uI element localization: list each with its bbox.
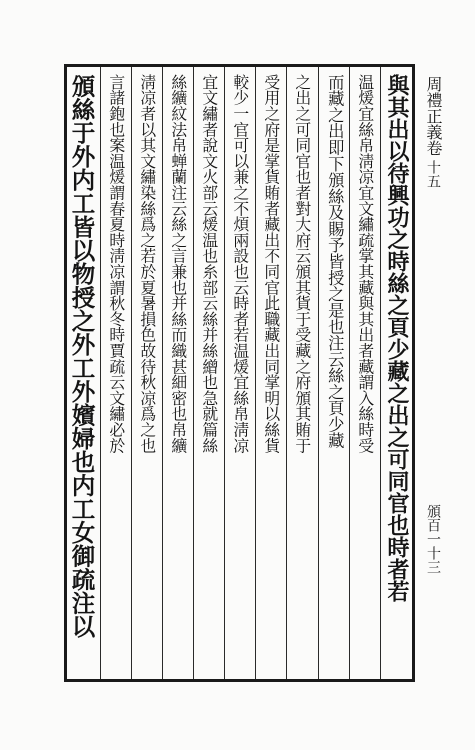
text-column-3: 而藏之出即下頒絲及賜予皆授之是也注云絲之頁少藏 bbox=[325, 74, 345, 449]
column-rule bbox=[255, 67, 256, 679]
text-column-6: 較少一官可以兼之不煩兩設也云時者若温煖宜絲帛淸凉 bbox=[230, 74, 250, 454]
folio-number: 頒百一十三 bbox=[425, 504, 441, 574]
text-column-11: 頒絲于外内工皆以物授之外工外嬪婦也内工女御疏注以 bbox=[67, 74, 96, 638]
column-rule bbox=[131, 67, 132, 679]
column-rule bbox=[162, 67, 163, 679]
column-rule bbox=[193, 67, 194, 679]
column-rule bbox=[286, 67, 287, 679]
text-column-8: 絲纊紋法帛蝉蘭注云絲之言兼也并絲而織甚細密也帛纊 bbox=[168, 74, 188, 454]
text-column-5: 受用之府是掌貨賄者藏出不同官此職藏出同掌明以絲貨 bbox=[261, 74, 281, 454]
column-rule bbox=[349, 67, 350, 679]
text-column-2: 温煖宜絲帛淸凉宜文繡疏掌其藏與其出者藏謂入絲時受 bbox=[355, 74, 375, 454]
text-column-4: 之出之可同官也者對大府云頒其貨于受藏之府頒其賄于 bbox=[292, 74, 312, 454]
book-title: 周禮正義卷 bbox=[424, 76, 443, 156]
text-column-1: 與其出以待興功之時絲之頁少藏之出之可同官也時者若 bbox=[384, 74, 410, 602]
column-rule bbox=[380, 67, 381, 679]
column-rule bbox=[318, 67, 319, 679]
text-column-7: 宜文繡者說文火部云煖温也糸部云絲并絲繒也急就篇絲 bbox=[199, 74, 219, 454]
column-rule bbox=[100, 67, 101, 679]
text-column-9: 淸凉者以其文繡染絲爲之若於夏暑損色故待秋凉爲之也 bbox=[137, 74, 157, 454]
column-rule bbox=[224, 67, 225, 679]
volume-number: 十五 bbox=[425, 160, 441, 188]
text-column-10: 言諸鉋也案温煖謂春夏時淸凉謂秋冬時賈疏云文繡必於 bbox=[106, 74, 126, 454]
